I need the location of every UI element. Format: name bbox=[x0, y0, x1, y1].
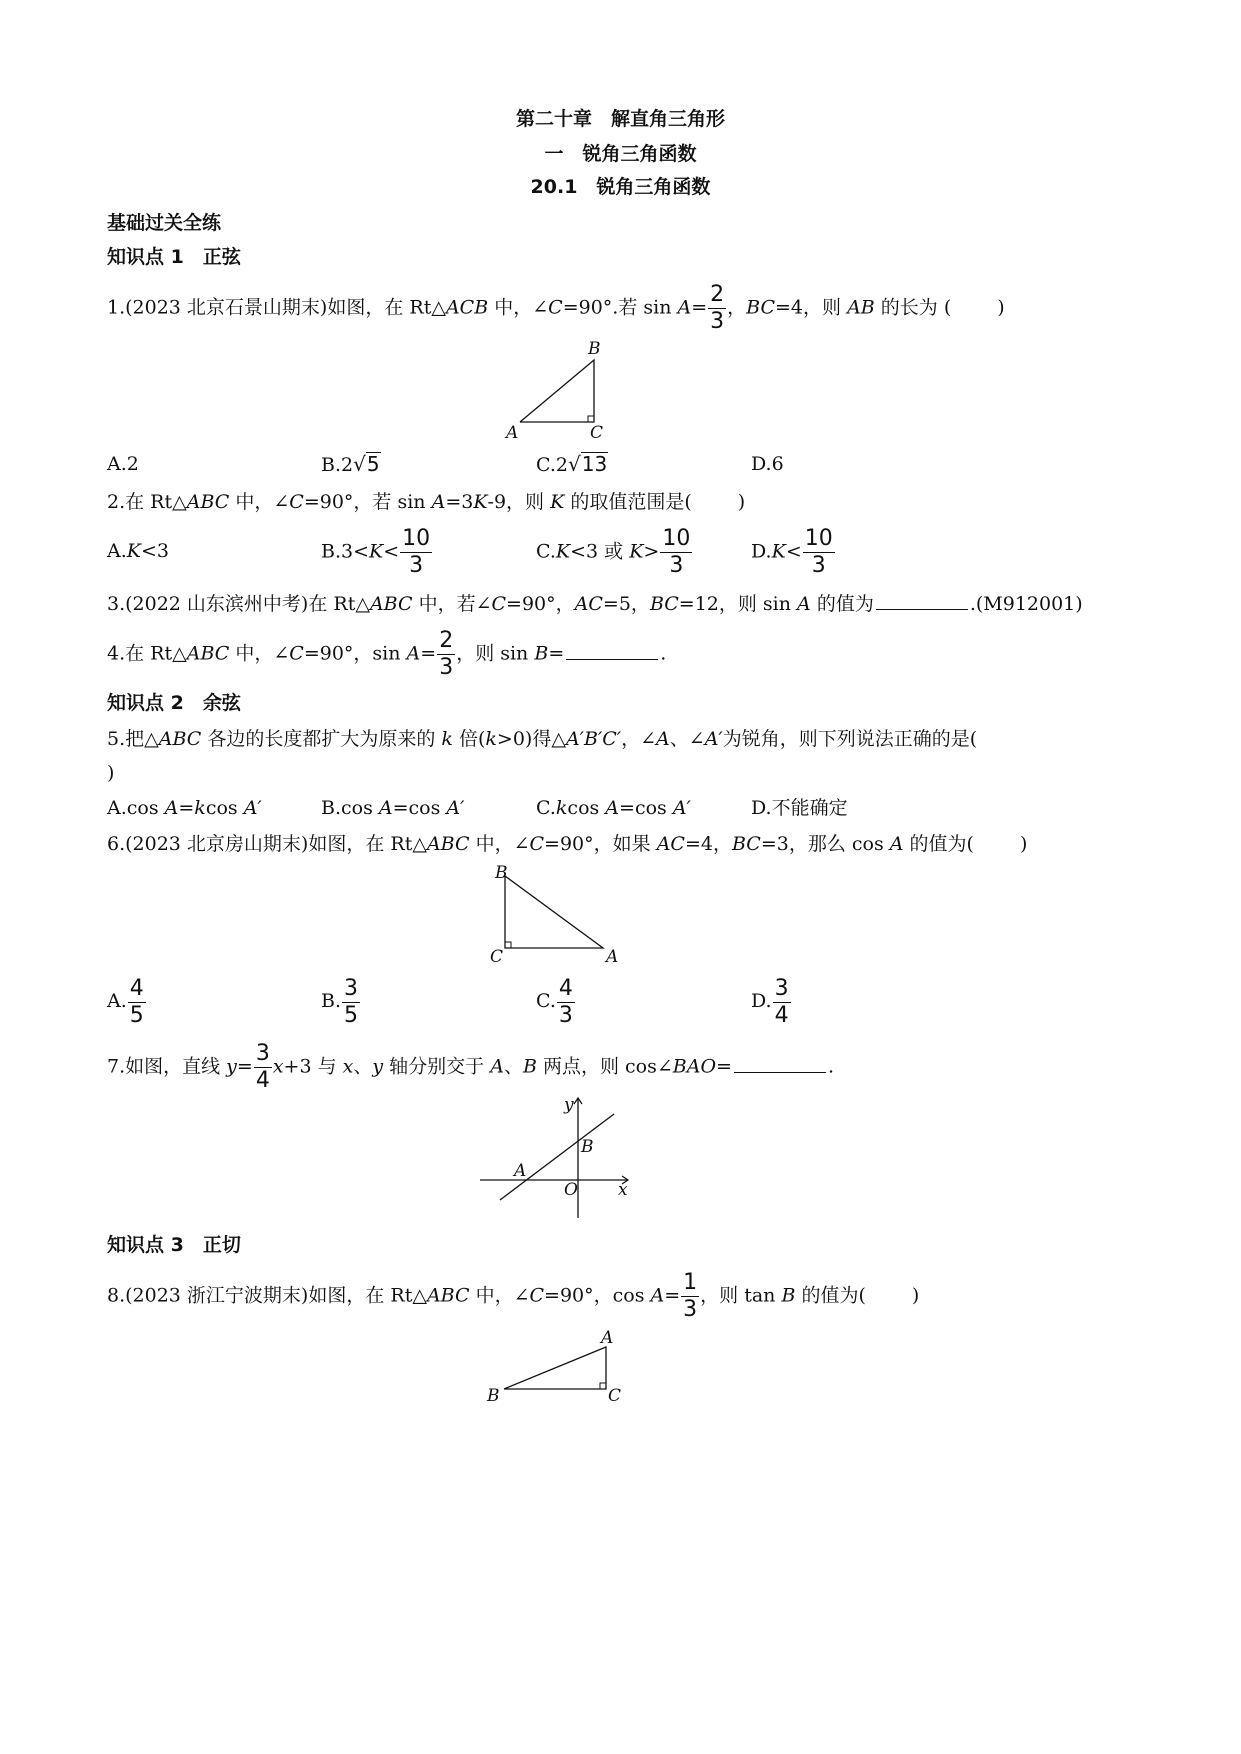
knowledge-point-3: 知识点 3 正切 bbox=[107, 1234, 241, 1256]
q4-text: 中，∠ bbox=[229, 642, 290, 665]
q6-var: C bbox=[529, 833, 545, 855]
option-text: < bbox=[383, 540, 400, 563]
q5-option-c[interactable] bbox=[536, 796, 691, 820]
option-text: A. bbox=[107, 540, 127, 562]
vertex-label-c: C bbox=[590, 423, 604, 443]
q6-option-c[interactable] bbox=[536, 975, 576, 1029]
fraction-denominator: 3 bbox=[811, 553, 826, 578]
chapter-title: 第二十章 解直角三角形 bbox=[515, 108, 725, 130]
fraction-numerator: 10 bbox=[402, 526, 431, 551]
q2-var: ABC bbox=[186, 491, 230, 513]
q7-var: y bbox=[226, 1055, 237, 1078]
q3-var: C bbox=[491, 593, 507, 615]
q3-text: =90°， bbox=[506, 593, 575, 615]
option-text: =cos bbox=[619, 797, 673, 819]
q6-text: 中，∠ bbox=[469, 833, 530, 855]
option-var: A′ bbox=[446, 797, 465, 819]
question-3 bbox=[107, 591, 1083, 616]
q8-var: ABC bbox=[426, 1284, 470, 1307]
q2-text: 2.在 Rt△ bbox=[107, 491, 187, 513]
option-fraction bbox=[342, 976, 360, 1029]
radical-icon: √ bbox=[353, 452, 366, 476]
q2-text: =90°，若 sin bbox=[303, 491, 432, 513]
q5-var: A′B′C′ bbox=[565, 728, 622, 750]
q1-fraction bbox=[708, 282, 726, 335]
q6-var: AC bbox=[656, 833, 685, 855]
q7-text: . bbox=[827, 1055, 834, 1078]
point-label-b: B bbox=[581, 1137, 594, 1157]
q7-coordinate-figure bbox=[478, 1092, 648, 1222]
q6-var: BC bbox=[731, 833, 761, 855]
vertex-label-c: C bbox=[608, 1386, 622, 1406]
option-text: C. bbox=[536, 797, 556, 819]
q6-var: A bbox=[889, 833, 904, 855]
q3-text: 3.(2022 山东滨州中考)在 Rt△ bbox=[107, 593, 370, 615]
q8-var: A bbox=[650, 1284, 665, 1307]
origin-label: O bbox=[564, 1180, 578, 1200]
q1-text: ， bbox=[727, 296, 747, 319]
option-var: A′ bbox=[243, 797, 262, 819]
fraction-numerator: 4 bbox=[129, 975, 144, 1001]
q5-text: ，∠ bbox=[621, 728, 657, 750]
q1-option-b[interactable] bbox=[321, 452, 381, 477]
fraction-denominator: 3 bbox=[439, 655, 454, 680]
q5-text: >0)得△ bbox=[496, 728, 566, 750]
q7-var: y bbox=[372, 1055, 384, 1078]
option-text: B.2 bbox=[321, 454, 354, 476]
q1-text: ) bbox=[997, 296, 1005, 319]
q1-text: = bbox=[691, 296, 708, 319]
option-var: A′ bbox=[672, 797, 691, 819]
q2-option-d[interactable] bbox=[751, 526, 836, 579]
q8-text: ) bbox=[911, 1284, 920, 1307]
q7-text: 7.如图，直线 bbox=[107, 1055, 227, 1078]
answer-blank[interactable] bbox=[566, 641, 658, 660]
practice-heading: 基础过关全练 bbox=[107, 212, 222, 234]
option-text: =cos bbox=[392, 797, 447, 819]
q5-var: ABC bbox=[158, 728, 202, 750]
q5-var: k bbox=[441, 728, 453, 750]
vertex-label-a: A bbox=[601, 1328, 614, 1348]
option-text: B.3< bbox=[321, 540, 370, 563]
q5-text: 为锐角，则下列说法正确的是( bbox=[722, 728, 978, 750]
option-var: K bbox=[126, 540, 141, 562]
q3-var: AC bbox=[574, 593, 603, 615]
q7-text: +3 与 bbox=[283, 1055, 343, 1078]
option-var: K bbox=[629, 540, 644, 563]
option-text: = bbox=[178, 797, 195, 819]
q3-text: 中，若∠ bbox=[412, 593, 492, 615]
q6-triangle-figure bbox=[485, 862, 635, 968]
q4-text: 4.在 Rt△ bbox=[107, 642, 187, 665]
question-2 bbox=[107, 490, 745, 514]
q6-text: 的值为( bbox=[903, 833, 974, 855]
q2-var: K bbox=[550, 491, 565, 513]
answer-blank[interactable] bbox=[876, 591, 968, 610]
q2-text: 中，∠ bbox=[229, 491, 290, 513]
q5-option-b[interactable] bbox=[321, 796, 464, 820]
q1-var: AB bbox=[847, 296, 875, 319]
q5-var: k bbox=[485, 728, 497, 750]
question-7 bbox=[107, 1041, 834, 1094]
q4-var: A bbox=[406, 642, 421, 665]
option-text: B.cos bbox=[321, 797, 379, 819]
q8-text: = bbox=[664, 1284, 681, 1307]
q2-text: -9，则 bbox=[487, 491, 551, 513]
q6-text: =4， bbox=[684, 833, 732, 855]
q3-text: =5， bbox=[602, 593, 650, 615]
fraction-denominator: 5 bbox=[344, 1002, 359, 1028]
q3-var: BC bbox=[649, 593, 679, 615]
question-6 bbox=[107, 832, 1027, 856]
question-5 bbox=[107, 727, 977, 751]
q5-text: 倍( bbox=[452, 728, 486, 750]
q1-text: 1.(2023 北京石景山期末)如图，在 Rt△ bbox=[107, 296, 446, 319]
q1-text: =90°.若 sin bbox=[562, 296, 678, 319]
q4-var: B bbox=[534, 642, 549, 665]
vertex-label-a: A bbox=[506, 423, 519, 443]
q2-option-c[interactable] bbox=[536, 526, 693, 579]
option-text: <3 或 bbox=[570, 540, 630, 563]
q4-text: = bbox=[420, 642, 437, 665]
q8-fraction bbox=[681, 1270, 699, 1323]
q7-text: = bbox=[236, 1055, 253, 1078]
q2-var: A bbox=[431, 491, 446, 513]
q4-var: ABC bbox=[186, 642, 230, 665]
option-text: A.cos bbox=[107, 797, 165, 819]
q3-text: 的值为 bbox=[810, 593, 874, 615]
q6-text: =3，那么 cos bbox=[760, 833, 890, 855]
fraction-numerator: 10 bbox=[662, 526, 691, 551]
q4-text: = bbox=[548, 642, 565, 665]
q8-text: 中，∠ bbox=[469, 1284, 530, 1307]
q1-option-a[interactable]: A.2 bbox=[107, 453, 139, 475]
q7-text: 、 bbox=[503, 1055, 523, 1078]
question-1 bbox=[107, 282, 1005, 335]
option-text: cos bbox=[567, 797, 606, 819]
q3-var: A bbox=[797, 593, 811, 615]
q6-text: ) bbox=[1019, 833, 1028, 855]
fraction-numerator: 2 bbox=[439, 628, 454, 653]
option-text: D. bbox=[751, 540, 772, 563]
q5-var: A bbox=[656, 728, 670, 750]
option-text: <3 bbox=[140, 540, 169, 562]
q7-text: 、 bbox=[353, 1055, 373, 1078]
q1-triangle-figure bbox=[500, 340, 620, 445]
vertex-label-a: A bbox=[606, 947, 619, 967]
q7-var: BAO bbox=[672, 1055, 717, 1078]
option-text: cos bbox=[205, 797, 244, 819]
q8-var: C bbox=[529, 1284, 545, 1307]
fraction-numerator: 10 bbox=[804, 526, 833, 551]
q2-var: K bbox=[473, 491, 488, 513]
option-var: A bbox=[605, 797, 620, 819]
option-var: A bbox=[164, 797, 179, 819]
fraction-denominator: 4 bbox=[255, 1068, 270, 1093]
q8-var: B bbox=[781, 1284, 796, 1307]
option-fraction bbox=[128, 976, 146, 1029]
q4-text: ，则 sin bbox=[456, 642, 535, 665]
q7-var: A bbox=[490, 1055, 504, 1078]
option-fraction bbox=[773, 976, 791, 1029]
q7-var: B bbox=[522, 1055, 537, 1078]
option-text: A. bbox=[107, 990, 127, 1012]
q8-text: =90°，cos bbox=[544, 1284, 651, 1307]
q4-text: =90°，sin bbox=[303, 642, 407, 665]
q7-fraction bbox=[254, 1041, 272, 1094]
fraction-denominator: 3 bbox=[669, 553, 684, 578]
fraction-denominator: 3 bbox=[409, 553, 424, 578]
q4-var: C bbox=[289, 642, 304, 665]
radical-icon: √ bbox=[568, 452, 581, 476]
fraction-numerator: 2 bbox=[710, 282, 725, 307]
option-var: k bbox=[194, 797, 206, 819]
q1-option-c[interactable] bbox=[536, 452, 608, 477]
option-fraction bbox=[400, 526, 432, 579]
q1-triangle: ACB bbox=[445, 296, 489, 319]
q5-option-d[interactable]: D.不能确定 bbox=[751, 797, 848, 819]
q5-text: 各边的长度都扩大为原来的 bbox=[201, 728, 442, 750]
vertex-label-b: B bbox=[495, 863, 508, 883]
q4-fraction bbox=[437, 628, 455, 681]
knowledge-point-2: 知识点 2 余弦 bbox=[107, 692, 241, 714]
q3-var: ABC bbox=[369, 593, 413, 615]
fraction-numerator: 1 bbox=[683, 1270, 698, 1295]
q1-var: BC bbox=[746, 296, 776, 319]
option-text: D. bbox=[751, 990, 772, 1012]
q7-text: = bbox=[716, 1055, 732, 1078]
axis-label-y: y bbox=[564, 1095, 574, 1115]
fraction-denominator: 3 bbox=[710, 309, 725, 334]
option-var: k bbox=[555, 797, 568, 819]
q1-text: =4，则 bbox=[775, 296, 848, 319]
radicand: 13 bbox=[581, 452, 608, 476]
axis-label-x: x bbox=[618, 1180, 628, 1200]
q1-text: 中，∠ bbox=[488, 296, 549, 319]
q8-triangle-figure bbox=[482, 1325, 642, 1411]
q4-text: . bbox=[660, 642, 667, 665]
q3-text: =12，则 sin bbox=[678, 593, 798, 615]
option-var: A bbox=[378, 797, 393, 819]
q6-option-b[interactable] bbox=[321, 975, 361, 1029]
knowledge-point-1: 知识点 1 正弦 bbox=[107, 246, 241, 268]
option-text: C. bbox=[536, 990, 556, 1012]
fraction-numerator: 3 bbox=[774, 975, 789, 1001]
fraction-denominator: 5 bbox=[129, 1002, 144, 1028]
q8-text: 8.(2023 浙江宁波期末)如图，在 Rt△ bbox=[107, 1284, 427, 1307]
q5-var: A′ bbox=[704, 728, 723, 750]
option-text: C.2 bbox=[536, 454, 568, 476]
q5-text: 5.把△ bbox=[107, 728, 159, 750]
q5-option-a[interactable] bbox=[107, 796, 262, 820]
q8-text: 的值为( bbox=[795, 1284, 866, 1307]
q1-var: C bbox=[548, 296, 563, 319]
point-label-a: A bbox=[514, 1161, 527, 1181]
q5-text: 、∠ bbox=[669, 728, 705, 750]
q6-option-d[interactable] bbox=[751, 975, 792, 1029]
fraction-numerator: 4 bbox=[558, 975, 573, 1001]
q2-option-a[interactable] bbox=[107, 526, 169, 576]
vertex-label-c: C bbox=[490, 947, 504, 967]
option-text: C. bbox=[536, 540, 556, 563]
subsection-title: 20.1 锐角三角函数 bbox=[530, 176, 711, 198]
option-fraction bbox=[557, 976, 575, 1029]
option-text: > bbox=[643, 540, 660, 563]
q6-var: ABC bbox=[426, 833, 470, 855]
q6-text: =90°，如果 bbox=[544, 833, 657, 855]
radicand: 5 bbox=[366, 452, 380, 476]
option-text: B. bbox=[321, 990, 342, 1012]
fraction-denominator: 3 bbox=[558, 1002, 573, 1028]
q7-text: 两点，则 cos∠ bbox=[536, 1055, 673, 1078]
q7-text: 轴分别交于 bbox=[383, 1055, 491, 1078]
fraction-numerator: 3 bbox=[344, 975, 359, 1001]
q2-text: =3 bbox=[445, 491, 474, 513]
q7-var: x bbox=[342, 1055, 354, 1078]
option-var: K bbox=[369, 540, 384, 563]
q3-code: .(M912001) bbox=[969, 593, 1083, 615]
section-title: 一 锐角三角函数 bbox=[544, 143, 697, 165]
option-text: < bbox=[785, 540, 802, 563]
fraction-numerator: 3 bbox=[255, 1041, 270, 1066]
q2-option-b[interactable] bbox=[321, 526, 433, 579]
fraction-denominator: 3 bbox=[683, 1297, 698, 1322]
q1-var: A bbox=[677, 296, 692, 319]
q7-var: x bbox=[272, 1055, 284, 1078]
option-var: K bbox=[555, 540, 571, 563]
vertex-label-b: B bbox=[487, 1386, 500, 1406]
fraction-denominator: 4 bbox=[774, 1002, 789, 1028]
q2-var: C bbox=[289, 491, 304, 513]
q1-text: 的长为 ( bbox=[874, 296, 952, 319]
vertex-label-b: B bbox=[588, 339, 601, 359]
q5-paren-close: ) bbox=[107, 762, 115, 784]
option-fraction bbox=[660, 526, 692, 579]
q8-text: ，则 tan bbox=[700, 1284, 782, 1307]
q2-text: ) bbox=[737, 491, 746, 513]
question-4 bbox=[107, 628, 666, 681]
q2-text: 的取值范围是( bbox=[564, 491, 692, 513]
answer-blank[interactable] bbox=[734, 1054, 826, 1073]
q6-option-a[interactable] bbox=[107, 975, 147, 1029]
option-var: K bbox=[771, 540, 786, 563]
q6-text: 6.(2023 北京房山期末)如图，在 Rt△ bbox=[107, 833, 427, 855]
option-fraction bbox=[803, 526, 835, 579]
question-8 bbox=[107, 1270, 919, 1323]
q1-option-d[interactable]: D.6 bbox=[751, 453, 784, 475]
